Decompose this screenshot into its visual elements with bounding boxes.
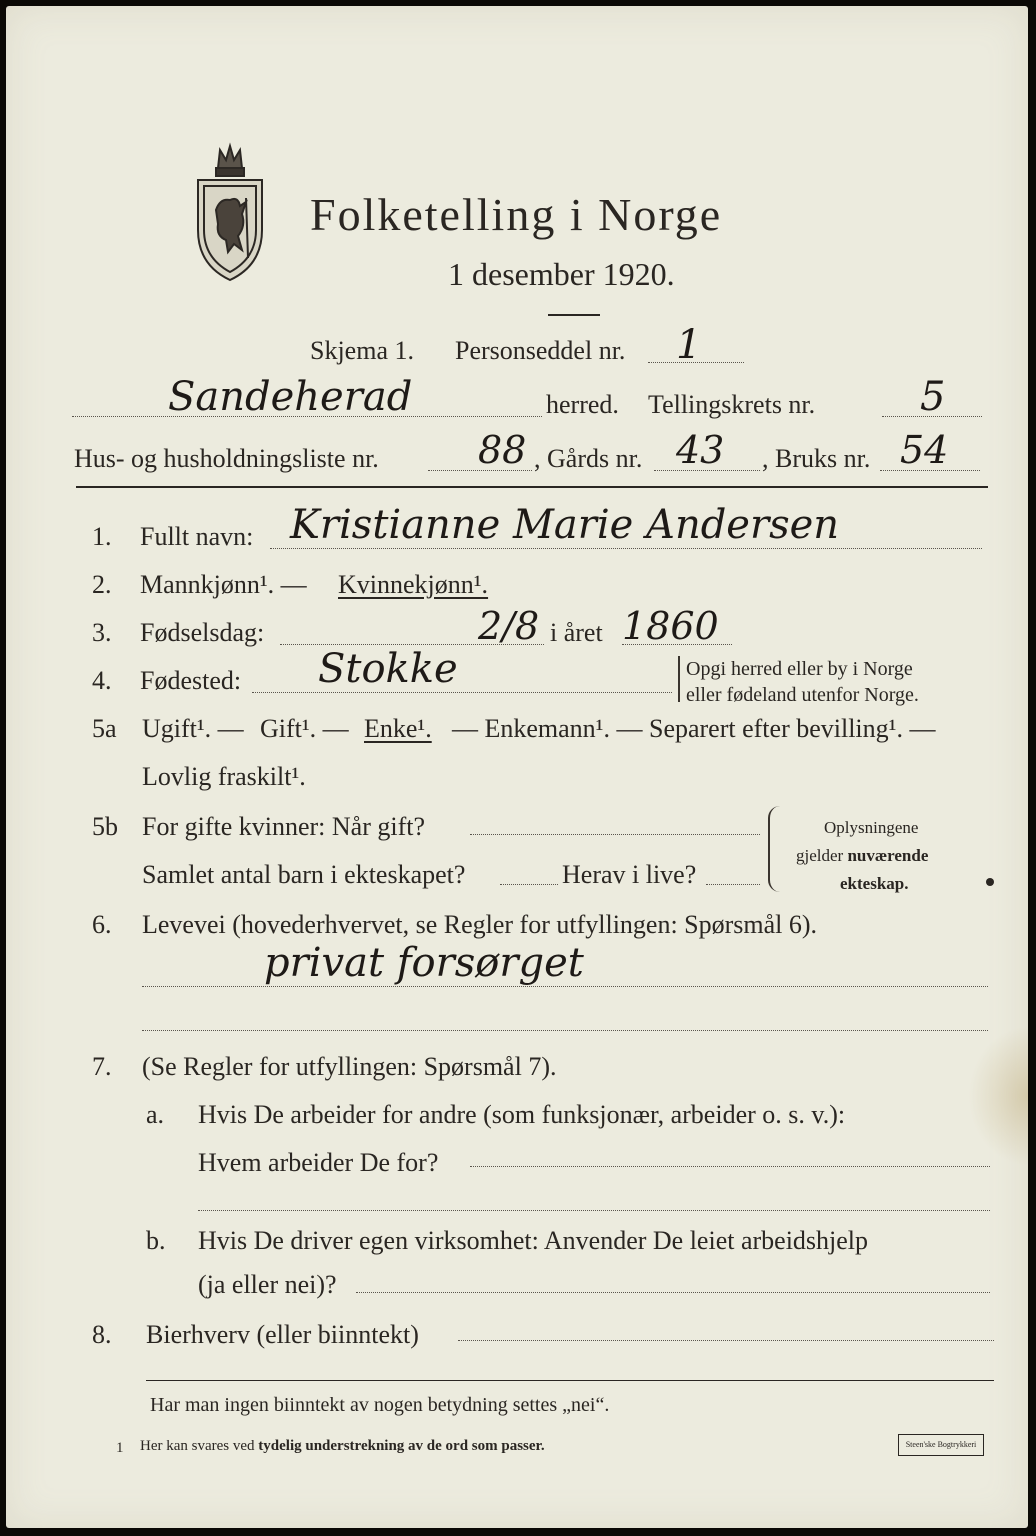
hus-label: Hus- og husholdningsliste nr. [74, 444, 379, 473]
form-title: Folketelling i Norge [310, 189, 723, 240]
personseddel-value[interactable]: 1 [676, 322, 702, 368]
q5b-number: 5b [92, 812, 118, 841]
census-date: 1 desember 1920. [448, 256, 675, 292]
skjema-label: Skjema 1. [310, 336, 414, 365]
children-count-label: Samlet antal barn i ekteskapet? [142, 860, 466, 889]
hus-value[interactable]: 88 [478, 428, 527, 472]
side-income-field-line [458, 1340, 994, 1341]
birthplace-value[interactable]: Stokke [318, 646, 458, 692]
gards-value[interactable]: 43 [676, 428, 725, 472]
bruks-label: , Bruks nr. [762, 444, 871, 473]
q7a-question: Hvis De arbeider for andre (som funksjonær, arbeider o. s. v.): [198, 1100, 846, 1129]
children-alive-label: Herav i live? [562, 860, 697, 889]
birthplace-note-line2: eller fødeland utenfor Norge. [686, 684, 919, 706]
q8-label: Bierhverv (eller biinntekt) [146, 1320, 419, 1349]
birth-year-value[interactable]: 1860 [622, 604, 719, 648]
tellingskrets-value[interactable]: 5 [920, 374, 946, 420]
personseddel-label: Personseddel nr. [455, 336, 626, 365]
ink-dot [986, 878, 994, 886]
year-label: i året [550, 618, 603, 647]
employer-field-line [470, 1166, 990, 1167]
full-name-field-line [270, 548, 982, 549]
enke-option-selected[interactable]: Enke¹. [364, 714, 432, 743]
employer-label: Hvem arbeider De for? [198, 1148, 439, 1177]
q7b-question: Hvis De driver egen virksomhet: Anvender De leiet arbeidshjelp [198, 1226, 869, 1255]
hired-help-label: (ja eller nei)? [198, 1270, 337, 1299]
children-alive-field-line [706, 884, 760, 885]
bruks-value[interactable]: 54 [900, 428, 949, 472]
footnote-text-a: Her kan svares ved [140, 1438, 255, 1454]
birthplace-field-line [252, 692, 672, 693]
q7a-letter: a. [146, 1100, 165, 1129]
occupation-value[interactable]: privat forsørget [264, 940, 584, 986]
hired-help-field-line [356, 1292, 990, 1293]
birthplace-note-line1: Opgi herred eller by i Norge [686, 658, 913, 680]
q4-number: 4. [92, 666, 112, 695]
marriage-note-line2b: nuværende [847, 846, 929, 865]
q4-label: Fødested: [140, 666, 242, 695]
full-name-value[interactable]: Kristianne Marie Andersen [290, 502, 840, 548]
title-divider [548, 314, 600, 316]
q7b-letter: b. [146, 1226, 166, 1255]
male-option[interactable]: Mannkjønn¹. — [140, 570, 307, 599]
marriage-note-line1: Oplysningene [824, 818, 919, 837]
occupation-field-line [142, 986, 988, 987]
q6-label: Levevei (hovederhvervet, se Regler for utfyllingen: Spørsmål 6). [142, 910, 818, 939]
marriage-note-line3: ekteskap. [840, 874, 909, 893]
ugift-option[interactable]: Ugift¹. — [142, 714, 244, 743]
birthday-value[interactable]: 2/8 [478, 604, 540, 648]
q2-number: 2. [92, 570, 112, 599]
q8-number: 8. [92, 1320, 112, 1349]
q1-label: Fullt navn: [140, 522, 254, 551]
marriage-note-brace [768, 806, 782, 892]
children-count-field-line [500, 884, 558, 885]
q3-number: 3. [92, 618, 112, 647]
civil-status-other-options[interactable]: — Enkemann¹. — Separert efter bevilling¹. — [452, 714, 936, 743]
q7-label: (Se Regler for utfyllingen: Spørsmål 7). [142, 1052, 557, 1081]
tellingskrets-label: Tellingskrets nr. [648, 390, 816, 419]
q7-number: 7. [92, 1052, 112, 1081]
occupation-field-line-2 [142, 1030, 988, 1031]
birthplace-note-brace [678, 656, 680, 702]
footer-rule [146, 1380, 994, 1381]
gift-option[interactable]: Gift¹. — [260, 714, 349, 743]
herred-value[interactable]: Sandeherad [168, 374, 413, 420]
footnote-text-b: tydelig understrekning av de ord som passer. [258, 1438, 545, 1454]
female-option-selected[interactable]: Kvinnekjønn¹. [338, 570, 489, 599]
gards-label: , Gårds nr. [534, 444, 643, 473]
marriage-note-line2a: gjelder [796, 846, 844, 865]
employer-field-line-2 [198, 1210, 990, 1211]
printer-stamp: Steen'ske Bogtrykkeri [898, 1434, 984, 1456]
herred-label: herred. [546, 390, 619, 419]
paper-stain [968, 1026, 1028, 1166]
when-married-field-line [470, 834, 760, 835]
q3-label: Fødselsdag: [140, 618, 265, 647]
q6-number: 6. [92, 910, 112, 939]
when-married-label: For gifte kvinner: Når gift? [142, 812, 426, 841]
header-rule [76, 486, 988, 488]
fraskilt-option[interactable]: Lovlig fraskilt¹. [142, 762, 306, 791]
footnote-marker: 1 [116, 1440, 124, 1456]
coat-of-arms-icon [190, 140, 270, 285]
side-income-note: Har man ingen biinntekt av nogen betydning settes „nei“. [150, 1394, 610, 1416]
q1-number: 1. [92, 522, 112, 551]
q5a-number: 5a [92, 714, 117, 743]
